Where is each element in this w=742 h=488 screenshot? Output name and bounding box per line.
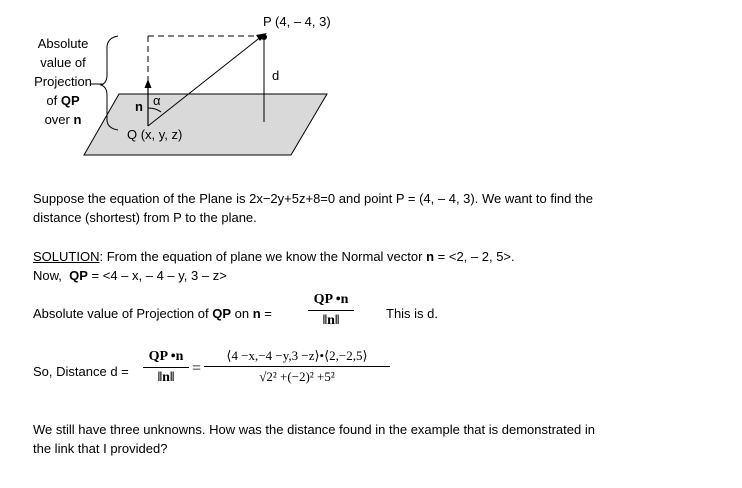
fraction-bar — [204, 366, 390, 367]
plane-shape — [84, 94, 327, 155]
solution-line — [33, 247, 515, 266]
distance-fraction-1-denominator: ‖n‖ — [157, 370, 175, 385]
side-label-line: of QP — [46, 93, 80, 108]
projection-equals: = — [260, 306, 272, 321]
solution-normal-value: = <2, – 2, 5>. — [434, 249, 515, 264]
question-line-1: We still have three unknowns. How was the distance found in the example that is demonstrated in — [33, 422, 595, 437]
projection-n: n — [252, 306, 261, 321]
qp-label: QP — [69, 268, 88, 283]
normal-n-label: n — [135, 99, 143, 114]
projection-on: on — [231, 306, 253, 321]
distance-fraction-1-numerator: QP •n — [148, 349, 184, 364]
distance-fraction-2-numerator: ⟨4 −x,−4 −y,3 −z⟩•⟨2,−2,5⟩ — [226, 348, 368, 363]
distance-equals: = — [192, 360, 202, 377]
projection-line — [33, 304, 272, 323]
projection-prefix: Absolute value of Projection of — [33, 306, 213, 321]
alpha-label: α — [153, 93, 161, 108]
problem-line-1: Suppose the equation of the Plane is 2x−2y+5z+8=0 and point P = (4, – 4, 3). We want to find the — [33, 191, 593, 206]
side-label-line: value of — [40, 55, 86, 70]
side-label-line: Projection — [34, 74, 92, 89]
normal-arrowhead — [145, 79, 152, 88]
fraction-bar — [308, 310, 354, 311]
this-is-d-note: This is d. — [386, 306, 439, 321]
projection-qp: QP — [212, 306, 232, 321]
solution-text: : From the equation of plane we know the Normal vector — [99, 249, 427, 264]
distance-d-label: d — [272, 68, 280, 83]
solution-label: SOLUTION — [33, 249, 100, 264]
distance-fraction-1 — [143, 349, 189, 386]
point-p-label: P (4, – 4, 3) — [263, 14, 331, 29]
projection-fraction — [308, 292, 354, 329]
qp-value: = <4 – x, – 4 – y, 3 – z> — [87, 268, 227, 283]
qp-definition-line — [33, 266, 227, 285]
fraction-bar — [143, 367, 189, 368]
distance-fraction-2-denominator: √2² +(−2)² +5² — [259, 369, 335, 384]
problem-line-2: distance (shortest) from P to the plane. — [33, 210, 257, 225]
now-prefix: Now, — [33, 268, 70, 283]
distance-fraction-2 — [204, 348, 390, 385]
projection-side-label — [8, 34, 118, 129]
solution-n: n — [426, 249, 435, 264]
side-label-line: Absolute — [37, 36, 89, 51]
projection-fraction-numerator: QP •n — [313, 292, 349, 307]
point-q-label: Q (x, y, z) — [127, 127, 183, 142]
projection-fraction-denominator: ‖n‖ — [322, 313, 340, 328]
distance-prefix: So, Distance d = — [33, 364, 129, 379]
question-line-2: the link that I provided? — [33, 441, 168, 456]
side-label-line: over n — [44, 112, 82, 127]
